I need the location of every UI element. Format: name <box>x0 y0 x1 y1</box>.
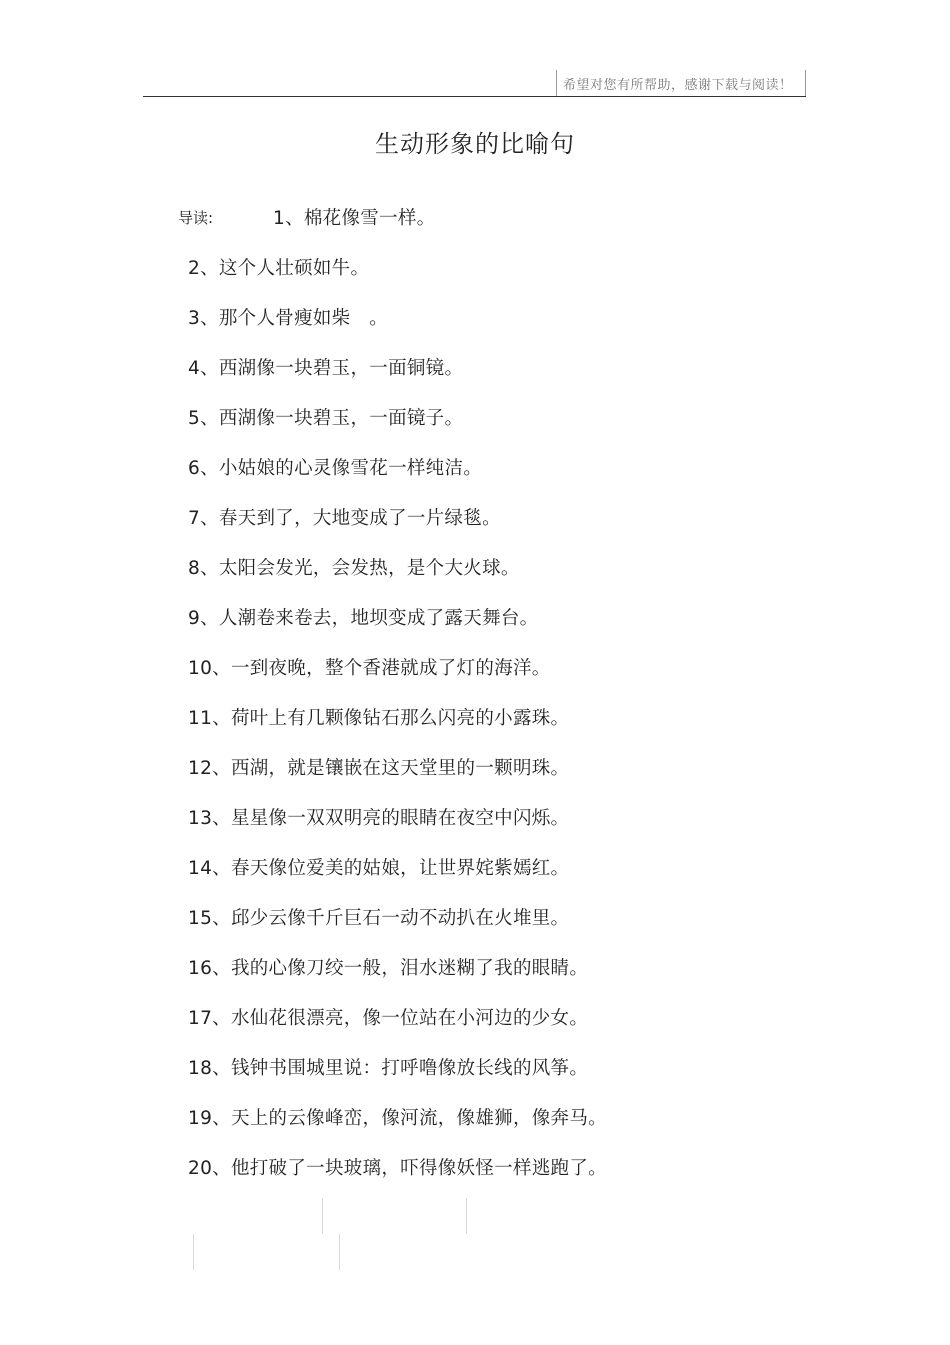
list-item: 19、天上的云像峰峦，像河流，像雄狮，像奔马。 <box>188 1108 607 1129</box>
list-item: 20、他打破了一块玻璃，吓得像妖怪一样逃跑了。 <box>188 1158 607 1179</box>
list-item: 9、人潮卷来卷去，地坝变成了露天舞台。 <box>188 608 539 629</box>
list-item: 6、小姑娘的心灵像雪花一样纯洁。 <box>188 458 483 479</box>
header-divider <box>143 96 806 97</box>
list-item: 13、星星像一双双明亮的眼睛在夜空中闪烁。 <box>188 808 570 829</box>
faint-rule <box>193 1234 194 1270</box>
list-item: 10、一到夜晚，整个香港就成了灯的海洋。 <box>188 658 551 679</box>
faint-rule <box>322 1198 323 1234</box>
list-item: 17、水仙花很漂亮，像一位站在小河边的少女。 <box>188 1008 589 1029</box>
list-item: 12、西湖，就是镶嵌在这天堂里的一颗明珠。 <box>188 758 570 779</box>
list-item: 4、西湖像一块碧玉，一面铜镜。 <box>188 358 464 379</box>
list-item: 14、春天像位爱美的姑娘，让世界姹紫嫣红。 <box>188 858 570 879</box>
list-item: 1、棉花像雪一样。 <box>273 208 436 229</box>
list-item: 16、我的心像刀绞一般，泪水迷糊了我的眼睛。 <box>188 958 589 979</box>
list-item: 15、邱少云像千斤巨石一动不动扒在火堆里。 <box>188 908 570 929</box>
list-item: 3、那个人骨瘦如柴 。 <box>188 308 389 329</box>
list-item: 18、钱钟书围城里说：打呼噜像放长线的风筝。 <box>188 1058 589 1079</box>
list-item: 8、太阳会发光，会发热，是个大火球。 <box>188 558 520 579</box>
document-title: 生动形象的比喻句 <box>375 130 575 158</box>
list-item: 11、荷叶上有几颗像钻石那么闪亮的小露珠。 <box>188 708 570 729</box>
header-note: 希望对您有所帮助，感谢下载与阅读！ <box>563 78 793 93</box>
faint-rule <box>339 1234 340 1270</box>
page-header <box>556 70 806 96</box>
intro-label: 导读: <box>178 209 214 227</box>
list-item: 7、春天到了，大地变成了一片绿毯。 <box>188 508 501 529</box>
list-item: 2、这个人壮硕如牛。 <box>188 258 370 279</box>
list-item: 5、西湖像一块碧玉，一面镜子。 <box>188 408 464 429</box>
faint-rule <box>466 1198 467 1234</box>
